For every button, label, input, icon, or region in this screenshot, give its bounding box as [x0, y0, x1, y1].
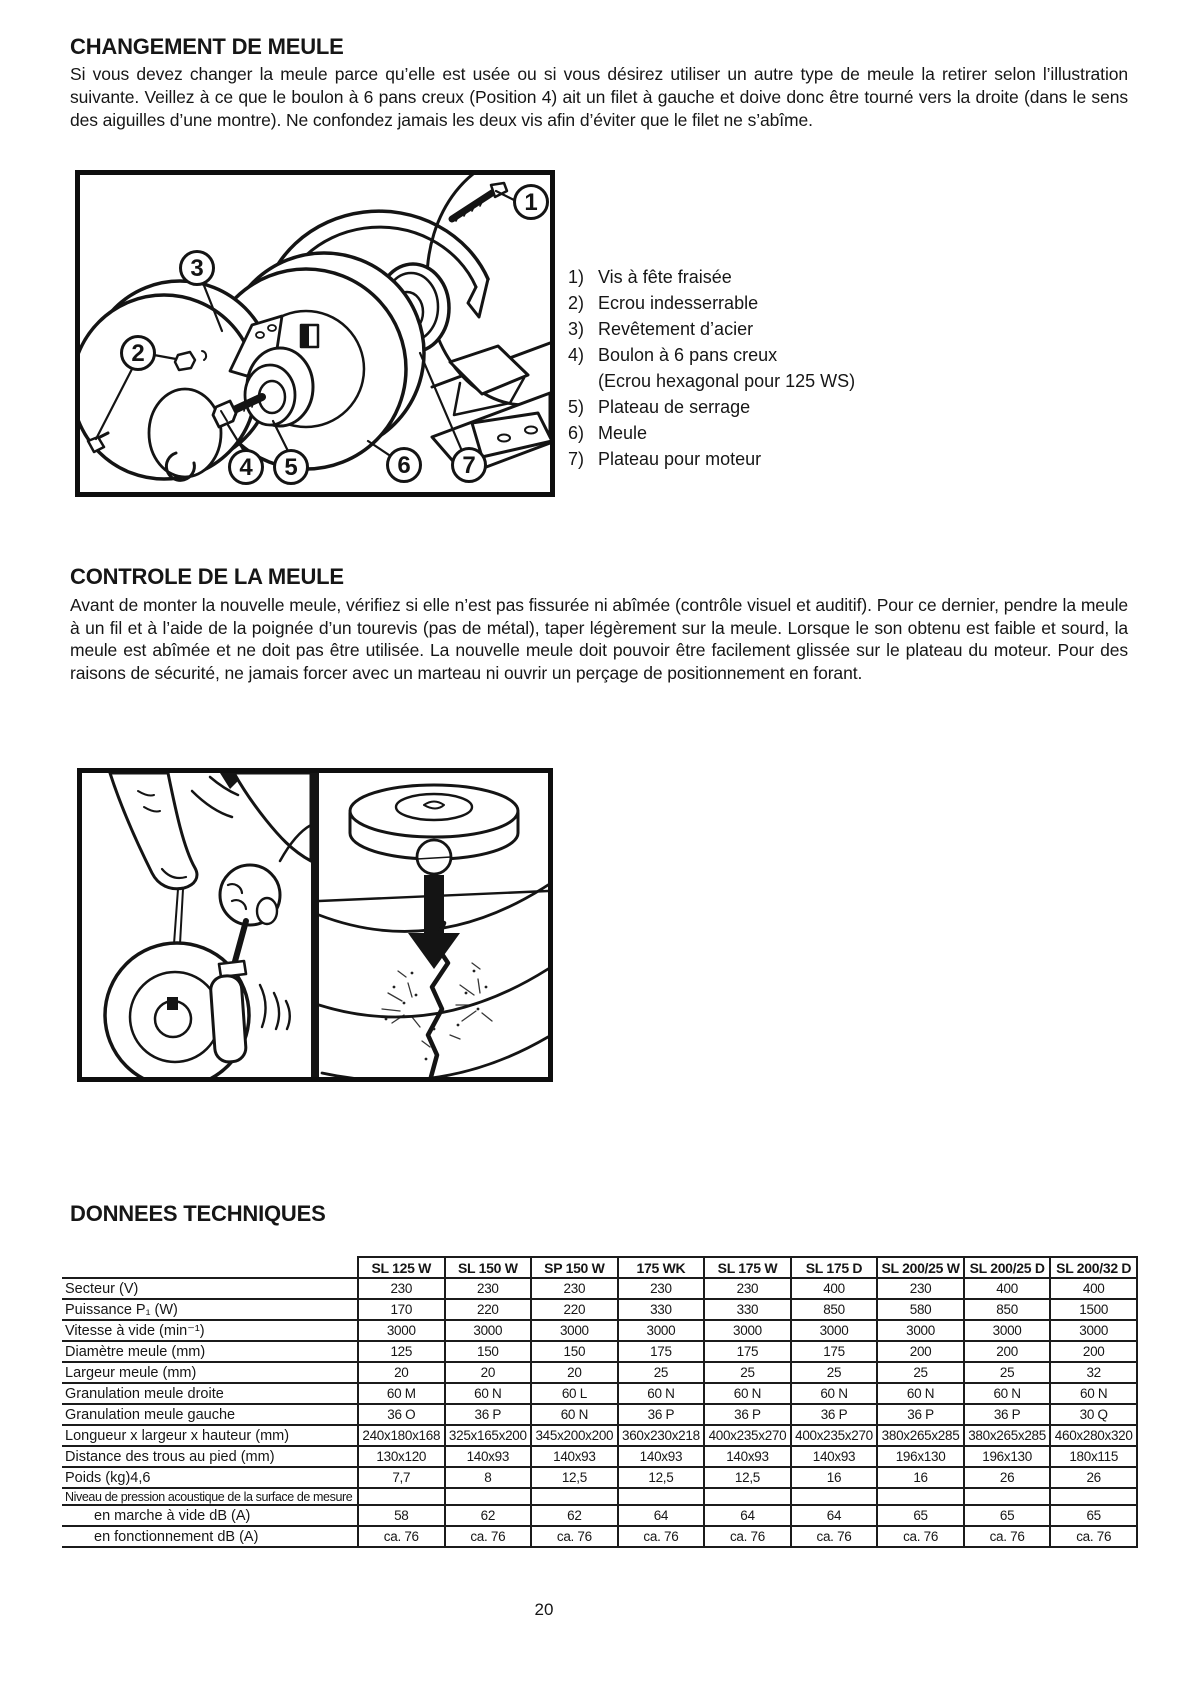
table-cell: 850	[791, 1299, 878, 1320]
table-cell: 400x235x270	[791, 1425, 878, 1446]
svg-text:7: 7	[462, 452, 476, 479]
table-cell: 32	[1050, 1362, 1137, 1383]
table-cell: 60 N	[877, 1383, 964, 1404]
part-label: Boulon à 6 pans creux	[598, 345, 778, 365]
svg-text:5: 5	[284, 454, 298, 481]
table-cell: 3000	[791, 1320, 878, 1341]
column-header: SL 200/25 D	[964, 1257, 1051, 1278]
table-cell: 220	[531, 1299, 618, 1320]
table-cell: 200	[877, 1341, 964, 1362]
parts-list-item	[568, 264, 855, 290]
part-label: Revêtement d’acier	[598, 319, 754, 339]
table-cell: 175	[618, 1341, 705, 1362]
row-label: Granulation meule gauche	[62, 1404, 358, 1425]
page-number: 20	[534, 1600, 554, 1619]
parts-list-item	[568, 342, 855, 368]
table-row	[62, 1320, 1137, 1341]
table-cell: 36 P	[791, 1404, 878, 1425]
table-cell: 400	[964, 1278, 1051, 1299]
column-header: SL 175 D	[791, 1257, 878, 1278]
svg-text:2: 2	[131, 340, 145, 367]
table-cell: 230	[618, 1278, 705, 1299]
table-row	[62, 1467, 1137, 1488]
hanging-wheel	[105, 943, 290, 1077]
table-cell: 230	[445, 1278, 532, 1299]
wheel-top-view	[350, 785, 518, 874]
panel-divider	[311, 773, 319, 1077]
table-cell: 36 P	[704, 1404, 791, 1425]
part-number: 3)	[568, 319, 585, 339]
svg-text:6: 6	[397, 452, 411, 479]
table-cell: 60 N	[704, 1383, 791, 1404]
table-cell: 400	[791, 1278, 878, 1299]
table-cell: 58	[358, 1505, 445, 1526]
table-cell: 140x93	[445, 1446, 532, 1467]
table-cell: 3000	[1050, 1320, 1137, 1341]
table-cell: 140x93	[791, 1446, 878, 1467]
part-number: 1)	[568, 267, 585, 287]
impact-arrow	[408, 875, 460, 969]
row-label: Longueur x largeur x hauteur (mm)	[62, 1425, 358, 1446]
row-label: Distance des trous au pied (mm)	[62, 1446, 358, 1467]
table-cell: 16	[791, 1467, 878, 1488]
table-row	[62, 1362, 1137, 1383]
table-row	[62, 1404, 1137, 1425]
table-row	[62, 1383, 1137, 1404]
table-cell: 3000	[618, 1320, 705, 1341]
wheel-check-drawing	[82, 773, 548, 1077]
part-number: 6)	[568, 423, 585, 443]
table-cell: 65	[877, 1505, 964, 1526]
table-cell: 580	[877, 1299, 964, 1320]
table-cell: 60 N	[618, 1383, 705, 1404]
technical-data-table-wrap	[62, 1256, 1138, 1548]
section-body-changement: Si vous devez changer la meule parce qu’elle est usée ou si vous désirez utiliser un autre type de meule la retirer selon l’illustration suivante. Veillez à ce que le boulon à 6 pans creux (Position 4) ait un filet à gauche et doive donc être tourné vers la droite (dans le sens des aiguilles d’une montre). Ne confondez jamais les deux vis afin d’éviter que le filet ne s’abîme.	[70, 64, 1128, 130]
row-label: Vitesse à vide (min⁻¹)	[62, 1320, 358, 1341]
table-cell: 20	[358, 1362, 445, 1383]
column-header: SL 150 W	[445, 1257, 532, 1278]
table-cell: 25	[704, 1362, 791, 1383]
part-label: (Ecrou hexagonal pour 125 WS)	[598, 371, 856, 391]
table-cell: 62	[445, 1505, 532, 1526]
table-cell: 30 Q	[1050, 1404, 1137, 1425]
part-number: 7)	[568, 449, 585, 469]
table-cell: 220	[445, 1299, 532, 1320]
parts-list-item	[568, 316, 855, 342]
table-cell: 125	[358, 1341, 445, 1362]
table-cell: 325x165x200	[445, 1425, 532, 1446]
table-cell: 64	[704, 1505, 791, 1526]
table-cell: 20	[531, 1362, 618, 1383]
table-cell: 150	[531, 1341, 618, 1362]
table-row	[62, 1446, 1137, 1467]
section-body-controle: Avant de monter la nouvelle meule, vérifiez si elle n’est pas fissurée ni abîmée (contrôle visuel et auditif). Pour ce dernier, pendre la meule à un fil et à l’aide de la poignée d’un tourevis (pas de métal), taper légèrement sur la meule. Lorsque le son obtenu est faible et sourd, la meule est abîmée et ne doit pas être utilisée. La nouvelle meule doit pouvoir être facilement glissée sur le plateau du moteur. Pour des raisons de sécurité, ne jamais forcer avec un marteau ni ouvrir un perçage de positionnement en forant.	[70, 595, 1128, 683]
table-cell: 345x200x200	[531, 1425, 618, 1446]
table-cell: 230	[877, 1278, 964, 1299]
hand-with-string	[110, 773, 246, 889]
table-cell: 230	[358, 1278, 445, 1299]
table-cell: 175	[704, 1341, 791, 1362]
section-title-controle: CONTROLE DE LA MEULE	[70, 564, 344, 589]
table-cell: ca. 76	[877, 1526, 964, 1547]
section-title-donnees: DONNEES TECHNIQUES	[70, 1201, 326, 1226]
table-cell: 25	[791, 1362, 878, 1383]
tapping-screwdriver	[210, 921, 247, 1063]
column-header: 175 WK	[618, 1257, 705, 1278]
figure-wheel-check	[77, 768, 553, 1082]
table-cell: 850	[964, 1299, 1051, 1320]
table-cell: 230	[704, 1278, 791, 1299]
table-cell: 170	[358, 1299, 445, 1320]
table-cell: 64	[618, 1505, 705, 1526]
svg-text:1: 1	[524, 189, 538, 216]
table-cell: ca. 76	[704, 1526, 791, 1547]
table-cell: ca. 76	[358, 1526, 445, 1547]
grinder-exploded-drawing	[80, 175, 550, 492]
table-cell: 65	[964, 1505, 1051, 1526]
table-cell: 64	[791, 1505, 878, 1526]
table-cell: 3000	[877, 1320, 964, 1341]
table-cell: 60 N	[1050, 1383, 1137, 1404]
row-label: Puissance P₁ (W)	[62, 1299, 358, 1320]
table-cell: 140x93	[531, 1446, 618, 1467]
table-cell: 60 L	[531, 1383, 618, 1404]
table-cell: 175	[791, 1341, 878, 1362]
table-cell: 60 N	[531, 1404, 618, 1425]
part-label: Ecrou indesserrable	[598, 293, 759, 313]
table-cell	[791, 1488, 878, 1505]
row-label: en fonctionnement dB (A)	[62, 1526, 358, 1547]
table-cell: ca. 76	[1050, 1526, 1137, 1547]
table-cell: 65	[1050, 1505, 1137, 1526]
table-cell: 16	[877, 1467, 964, 1488]
table-row	[62, 1488, 1137, 1505]
table-cell: 196x130	[964, 1446, 1051, 1467]
part-label: Plateau pour moteur	[598, 449, 762, 469]
table-cell: 60 N	[964, 1383, 1051, 1404]
table-header-row	[62, 1257, 1137, 1278]
part-label: Meule	[598, 423, 648, 443]
part-number: 5)	[568, 397, 585, 417]
row-label: Largeur meule (mm)	[62, 1362, 358, 1383]
table-cell: 7,7	[358, 1467, 445, 1488]
table-cell: 62	[531, 1505, 618, 1526]
table-cell: 400x235x270	[704, 1425, 791, 1446]
column-header: SL 200/32 D	[1050, 1257, 1137, 1278]
column-header: SL 125 W	[358, 1257, 445, 1278]
table-cell: 36 O	[358, 1404, 445, 1425]
table-cell: 36 P	[964, 1404, 1051, 1425]
table-cell: 36 P	[618, 1404, 705, 1425]
table-cell: 26	[1050, 1467, 1137, 1488]
table-cell: 1500	[1050, 1299, 1137, 1320]
parts-list-item	[568, 368, 855, 394]
row-label: Poids (kg)4,6	[62, 1467, 358, 1488]
table-cell: 25	[877, 1362, 964, 1383]
part-label: Plateau de serrage	[598, 397, 751, 417]
figure-wheel-change	[75, 170, 555, 497]
clamping-flange	[245, 348, 313, 426]
table-body	[62, 1278, 1137, 1547]
table-cell: 400	[1050, 1278, 1137, 1299]
table-row	[62, 1299, 1137, 1320]
screwdriver-hand	[220, 773, 311, 925]
table-cell	[964, 1488, 1051, 1505]
table-cell: 3000	[358, 1320, 445, 1341]
table-cell: 12,5	[618, 1467, 705, 1488]
parts-list	[568, 264, 855, 472]
table-cell: 60 N	[791, 1383, 878, 1404]
table-cell: 200	[1050, 1341, 1137, 1362]
table-cell: ca. 76	[445, 1526, 532, 1547]
table-cell: ca. 76	[531, 1526, 618, 1547]
table-corner-cell	[62, 1257, 358, 1278]
column-header: SL 175 W	[704, 1257, 791, 1278]
row-label: Secteur (V)	[62, 1278, 358, 1299]
parts-list-item	[568, 420, 855, 446]
parts-list-item	[568, 394, 855, 420]
table-cell: 180x115	[1050, 1446, 1137, 1467]
table-cell: 20	[445, 1362, 532, 1383]
svg-text:4: 4	[239, 454, 253, 481]
parts-list-item	[568, 446, 855, 472]
part-label: Vis à fête fraisée	[598, 267, 732, 287]
table-cell: 12,5	[704, 1467, 791, 1488]
table-cell: 140x93	[618, 1446, 705, 1467]
table-cell	[445, 1488, 532, 1505]
table-row	[62, 1425, 1137, 1446]
table-cell	[358, 1488, 445, 1505]
row-label: Niveau de pression acoustique de la surface de mesure	[62, 1488, 358, 1505]
technical-data-table	[62, 1256, 1138, 1548]
table-cell: 150	[445, 1341, 532, 1362]
table-cell: 25	[618, 1362, 705, 1383]
table-cell	[704, 1488, 791, 1505]
table-cell: 60 M	[358, 1383, 445, 1404]
table-cell: 360x230x218	[618, 1425, 705, 1446]
callout-6	[368, 441, 421, 482]
table-cell	[618, 1488, 705, 1505]
part-number: 4)	[568, 345, 585, 365]
table-cell: 26	[964, 1467, 1051, 1488]
table-cell: 3000	[445, 1320, 532, 1341]
table-cell: 3000	[964, 1320, 1051, 1341]
table-cell: ca. 76	[791, 1526, 878, 1547]
table-cell: 36 P	[877, 1404, 964, 1425]
svg-text:3: 3	[190, 255, 204, 282]
table-row	[62, 1278, 1137, 1299]
table-row	[62, 1526, 1137, 1547]
table-cell: 380x265x285	[877, 1425, 964, 1446]
row-label: Granulation meule droite	[62, 1383, 358, 1404]
table-cell: 36 P	[445, 1404, 532, 1425]
table-cell: 3000	[531, 1320, 618, 1341]
table-cell: 130x120	[358, 1446, 445, 1467]
table-cell: 8	[445, 1467, 532, 1488]
table-cell: 3000	[704, 1320, 791, 1341]
table-cell: 230	[531, 1278, 618, 1299]
table-cell: 330	[618, 1299, 705, 1320]
section-title-changement: CHANGEMENT DE MEULE	[70, 34, 344, 59]
table-cell: ca. 76	[618, 1526, 705, 1547]
parts-list-item	[568, 290, 855, 316]
table-cell: ca. 76	[964, 1526, 1051, 1547]
table-cell: 380x265x285	[964, 1425, 1051, 1446]
column-header: SP 150 W	[531, 1257, 618, 1278]
row-label: en marche à vide dB (A)	[62, 1505, 358, 1526]
table-cell	[531, 1488, 618, 1505]
table-cell	[1050, 1488, 1137, 1505]
table-cell: 460x280x320	[1050, 1425, 1137, 1446]
table-cell: 140x93	[704, 1446, 791, 1467]
table-cell: 240x180x168	[358, 1425, 445, 1446]
table-cell	[877, 1488, 964, 1505]
table-cell: 60 N	[445, 1383, 532, 1404]
table-cell: 25	[964, 1362, 1051, 1383]
row-label: Diamètre meule (mm)	[62, 1341, 358, 1362]
part-number: 2)	[568, 293, 585, 313]
table-row	[62, 1505, 1137, 1526]
column-header: SL 200/25 W	[877, 1257, 964, 1278]
table-row	[62, 1341, 1137, 1362]
table-cell: 200	[964, 1341, 1051, 1362]
table-cell: 196x130	[877, 1446, 964, 1467]
table-cell: 12,5	[531, 1467, 618, 1488]
table-cell: 330	[704, 1299, 791, 1320]
